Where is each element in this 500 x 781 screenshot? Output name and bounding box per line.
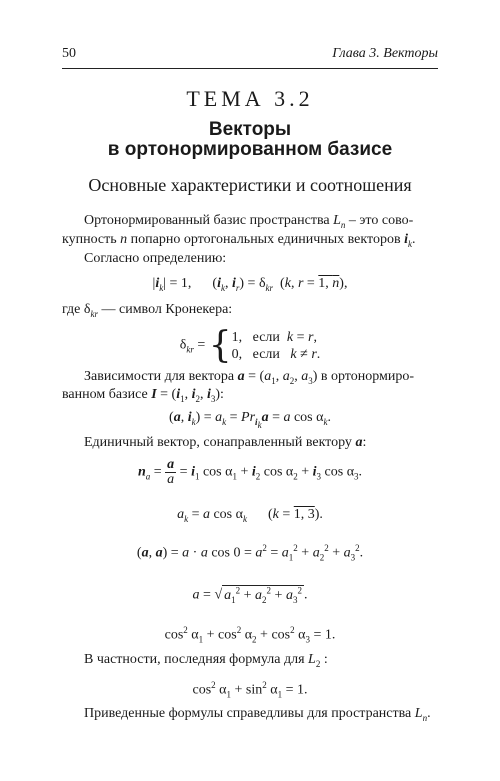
header-rule: [62, 68, 438, 69]
page-number: 50: [62, 46, 76, 61]
paragraph-dependencies-line2: ванном базисе $I = (i_1$, $i_2$, $i_3$):: [62, 387, 224, 404]
formula-components: $a_k = a$ $\cos \alpha_k$ (k = 1, 3).: [177, 507, 323, 524]
section-title-line1: Векторы: [208, 119, 292, 140]
formula-2d: $\cos^2 \alpha_1 + \sin^2 \alpha_1 = 1$.: [192, 680, 308, 700]
paragraph-conclusion: Приведенные формулы справедливы для пространства $L_n$.: [84, 706, 431, 723]
paragraph-intro-line1: Ортонормированный базис пространства $L_n$ – это сово-: [84, 213, 414, 230]
formula-magnitude: a = √ $a_1^2 + a_2^2 + a_3^2$ .: [192, 585, 308, 605]
formula-projection: (a, $i_k) = a_k = Pr_{i_k}a = a$ $\cos \alpha_k$.: [169, 410, 331, 430]
section-title: [0, 120, 500, 160]
paragraph-definition: Согласно определению:: [84, 251, 227, 266]
formula-kronecker: $\delta_{kr} = \{1$, если k = r, 0, если k ≠ r.: [179, 325, 321, 366]
paragraph-dependencies-line1: Зависимости для вектора $a = (a_1$, $a_2$, $a_3$) в ортонормиро-: [84, 369, 415, 386]
formula-scalar-square: (a, a) = a · a $\cos 0 = a^2 = a_1^2 + a_2^2 + a_3^2$.: [136, 543, 364, 563]
formula-definition: $|i_k| = 1$, ($i_k$, $i_r) = \delta_{kr}$ (k, r = 1, n),: [152, 276, 348, 293]
subtitle: Основные характеристики и соотношения: [88, 175, 412, 195]
section-title-line2: в ортонормированном базисе: [107, 139, 393, 160]
formula-direction-cosines: $\cos^2 \alpha_1 + \cos^2 \alpha_2 + \cos^2 \alpha_3 = 1$.: [164, 625, 336, 645]
paragraph-unit-vector: Единичный вектор, сонаправленный вектору a:: [84, 435, 367, 450]
paragraph-particular: В частности, последняя формула для $L_2$ :: [84, 652, 328, 669]
topic-heading: ТЕМА 3.2: [186, 86, 314, 111]
running-header: [62, 46, 438, 68]
formula-unit-vector: $n_a$ = $\frac{a}{a}$ = $i_1$ $\cos \alpha_1 + i_2$ $\cos \alpha_2 + i_3$ $\cos \alpha_3$.: [137, 457, 363, 487]
paragraph-intro-line2: купность n попарно ортогональных единичных векторов $i_k$.: [62, 232, 416, 249]
paragraph-kronecker: где $\delta_{kr}$ — символ Кронекера:: [62, 302, 233, 319]
chapter-title: Глава 3. Векторы: [332, 46, 438, 61]
